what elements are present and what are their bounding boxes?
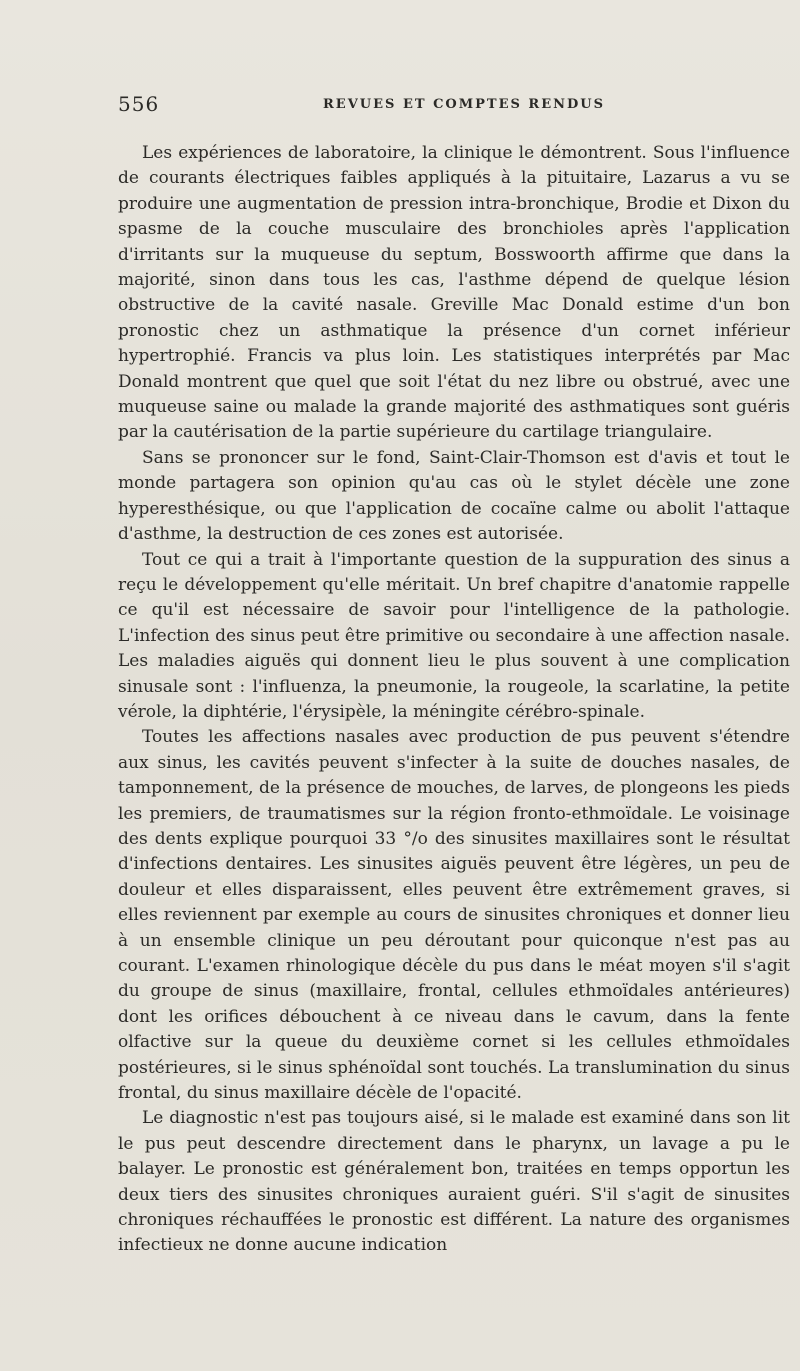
page-header xyxy=(118,92,730,122)
paragraph-affections-nasales: Toutes les affections nasales avec production de pus peuvent s'étendre aux sinus, les cavités peuvent s'infecter à la suite de douches nasales, de tamponnement, de la présence de mouches, de larves, de plongeons les pieds les premiers, de traumatismes sur la région fronto-ethmoïdale. Le voisinage des dents explique pourquoi 33 °/o des sinusites maxillaires sont le résultat d'infections dentaires. Les sinusites aiguës peuvent être légères, un peu de douleur et elles disparaissent, elles peuvent être extrêmement graves, si elles reviennent par exemple au cours de sinusites chroniques et donner lieu à un ensemble clinique un peu déroutant pour quiconque n'est pas au courant. L'examen rhinologique décèle du pus dans le méat moyen s'il s'agit du groupe de sinus (maxillaire, frontal, cellules ethmoïdales antérieures) dont les orifices débouchent à ce niveau dans le cavum, dans la fente olfactive sur la queue du deuxième cornet si les cellules ethmoïdales postérieures, si le sinus sphénoïdal sont touchés. La translumination du sinus frontal, du sinus maxillaire décèle de l'opacité. xyxy=(118,727,790,1104)
page-number: 556 xyxy=(118,92,160,116)
paragraph-saint-clair-thomson: Sans se prononcer sur le fond, Saint-Clair-Thomson est d'avis et tout le monde partagera son opinion qu'au cas où le stylet décèle une zone hyperesthésique, ou que l'application de cocaïne calme ou abolit l'attaque d'asthme, la destruction de ces zones est autorisée. xyxy=(118,447,790,545)
running-head: REVUES ET COMPTES RENDUS xyxy=(323,97,605,112)
paragraph-asthme-experiences: Les expériences de laboratoire, la clinique le démontrent. Sous l'influence de courants électriques faibles appliqués à la pituitaire, Lazarus a vu se produire une augmentation de pression intra-bronchique, Brodie et Dixon du spasme de la couche musculaire des bronchioles après l'application d'irritants sur la muqueuse du septum, Bosswoorth affirme que dans la majorité, sinon dans tous les cas, l'asthme dépend de quelque lésion obstructive de la cavité nasale. Greville Mac Donald estime d'un bon pronostic chez un asthmatique la présence d'un cornet inférieur hypertrophié. Francis va plus loin. Les statistiques interprétés par Mac Donald montrent que quel que soit l'état du nez libre ou obstrué, avec une muqueuse saine ou malade la grande majorité des asthmatiques sont guéris par la cautérisation de la partie supérieure du cartilage triangulaire. xyxy=(118,143,790,443)
paragraph-diagnostic: Le diagnostic n'est pas toujours aisé, si le malade est examiné dans son lit le pus peut descendre directement dans le pharynx, un lavage a pu le balayer. Le pronostic est généralement bon, traitées en temps opportun les deux tiers des sinusites chroniques auraient guéri. S'il s'agit de sinusites chroniques réchauffées le pronostic est différent. La nature des organismes infectieux ne donne aucune indication xyxy=(118,1108,790,1256)
body-text xyxy=(118,141,790,1259)
paragraph-suppuration-sinus: Tout ce qui a trait à l'importante question de la suppuration des sinus a reçu le développement qu'elle méritait. Un bref chapitre d'anatomie rappelle ce qu'il est nécessaire de savoir pour l'intelligence de la pathologie. L'infection des sinus peut être primitive ou secondaire à une affection nasale. Les maladies aiguës qui donnent lieu le plus souvent à une complication sinusale sont : l'influenza, la pneumonie, la rougeole, la scarlatine, la petite vérole, la diphtérie, l'érysipèle, la méningite cérébro-spinale. xyxy=(118,549,790,722)
